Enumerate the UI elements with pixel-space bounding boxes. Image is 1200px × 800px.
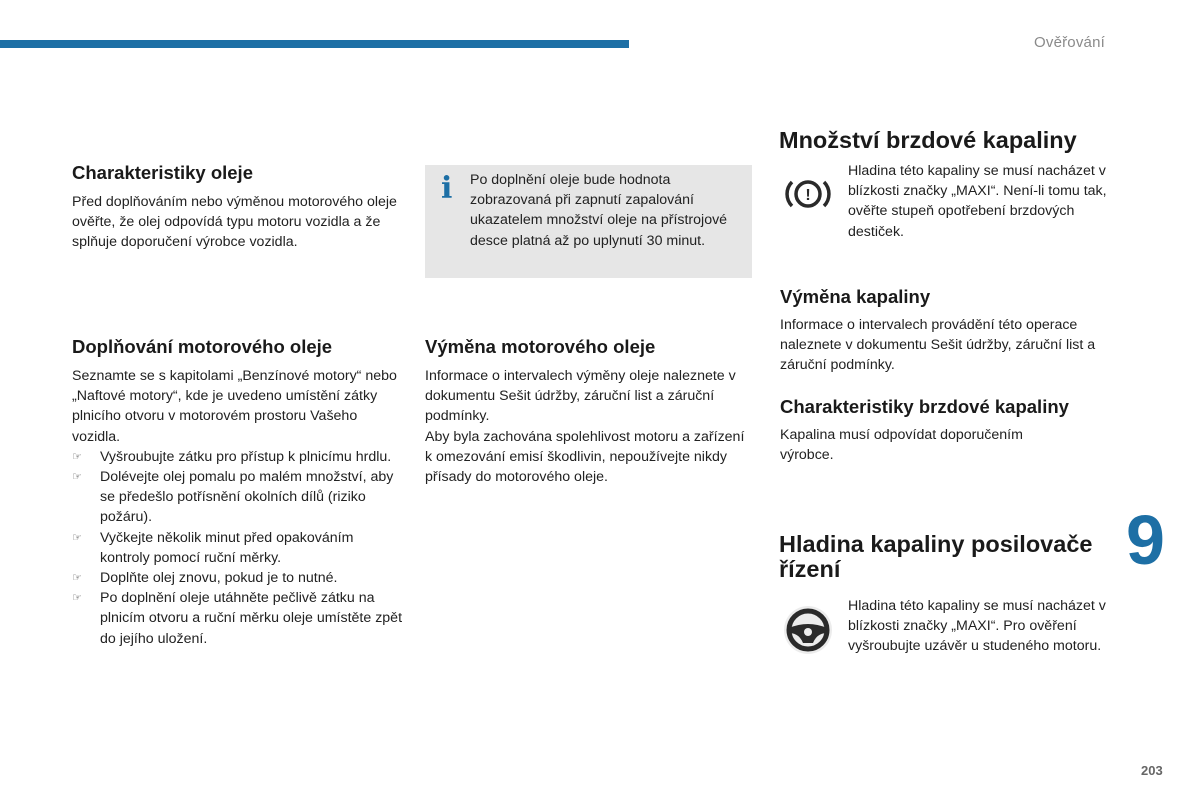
- pointing-hand-icon: ☞: [72, 531, 82, 544]
- svg-text:!: !: [805, 187, 811, 204]
- oil-spec-text: Před doplňováním nebo výměnou motorového oleje ověřte, že olej odpovídá typu motoru vozidla a že splňuje doporučení výrobce vozidla.: [72, 194, 397, 251]
- chapter-number: 9: [1126, 501, 1165, 579]
- oil-change-section: [425, 336, 745, 487]
- brake-change-text: Informace o intervalech provádění této operace naleznete v dokumentu Sešit údržby, záruční list a záruční podmínky.: [780, 317, 1096, 374]
- brake-warning-icon: [781, 167, 835, 221]
- info-text: Po doplnění oleje bude hodnota zobrazovaná při zapnutí zapalování ukazatelem množství oleje na přístrojové desce platná až po uplynutí 30 minut.: [470, 172, 728, 249]
- oil-change-text-1: Informace o intervalech výměny oleje naleznete v dokumentu Sešit údržby, záruční list a záruční podmínky.: [425, 368, 736, 425]
- brake-change-section: [780, 286, 1120, 376]
- list-item: ☞ Dolévejte olej pomalu po malém množství, aby se předešlo potřísnění okolních dílů (riziko požáru).: [72, 469, 394, 526]
- header-accent-bar: [0, 40, 629, 48]
- pointing-hand-icon: ☞: [72, 592, 82, 605]
- info-box: [425, 165, 752, 278]
- steering-wheel-icon: [781, 603, 835, 657]
- oil-topup-intro: Seznamte se s kapitolami „Benzínové motory“ nebo „Naftové motory“, kde je uvedeno umístění zátky plnicího otvoru v motorovém prostoru Vašeho vozidla.: [72, 368, 397, 445]
- brake-spec-text: Kapalina musí odpovídat doporučením výrobce.: [780, 427, 1023, 464]
- brake-spec-section: [780, 396, 1120, 465]
- info-icon: i: [441, 171, 453, 206]
- page-number: 203: [1141, 763, 1163, 778]
- brake-level-section: [779, 128, 1119, 153]
- oil-spec-section: [72, 162, 402, 253]
- brake-change-heading: Výměna kapaliny: [780, 286, 931, 307]
- list-item: ☞ Po doplnění oleje utáhněte pečlivě zátku na plnicím otvoru a ruční měrku oleje umístěte zpět do jejího uložení.: [72, 590, 403, 647]
- brake-spec-heading: Charakteristiky brzdové kapaliny: [780, 396, 1069, 417]
- pointing-hand-icon: ☞: [72, 450, 82, 463]
- steering-heading: Hladina kapaliny posilovače řízení: [779, 531, 1093, 582]
- list-item: ☞ Doplňte olej znovu, pokud je to nutné.: [72, 568, 402, 588]
- list-item: ☞ Vyčkejte několik minut před opakováním kontroly pomocí ruční měrky.: [72, 529, 354, 566]
- oil-topup-heading: Doplňování motorového oleje: [72, 336, 333, 357]
- pointing-hand-icon: ☞: [72, 572, 82, 585]
- oil-change-heading: Výměna motorového oleje: [425, 336, 656, 357]
- oil-topup-section: [72, 336, 402, 649]
- pointing-hand-icon: ☞: [72, 471, 82, 484]
- steering-text: Hladina této kapaliny se musí nacházet v blízkosti značky „MAXI“. Pro ověření vyšroubujte uzávěr u studeného motoru.: [848, 598, 1106, 655]
- oil-topup-steps: [72, 447, 402, 649]
- brake-level-text: Hladina této kapaliny se musí nacházet v blízkosti značky „MAXI“. Není-li tomu tak, ověřte stupeň opotřebení brzdových destiček.: [848, 163, 1107, 240]
- list-item: ☞ Vyšroubujte zátku pro přístup k plnicímu hrdlu.: [72, 447, 402, 467]
- steering-section: [779, 532, 1124, 582]
- section-title: Ověřování: [1034, 34, 1105, 51]
- oil-spec-heading: Charakteristiky oleje: [72, 162, 253, 183]
- oil-change-text-2: Aby byla zachována spolehlivost motoru a zařízení k omezování emisí škodlivin, nepoužívejte nikdy přísady do motorového oleje.: [425, 428, 745, 486]
- brake-level-heading: Množství brzdové kapaliny: [779, 127, 1077, 153]
